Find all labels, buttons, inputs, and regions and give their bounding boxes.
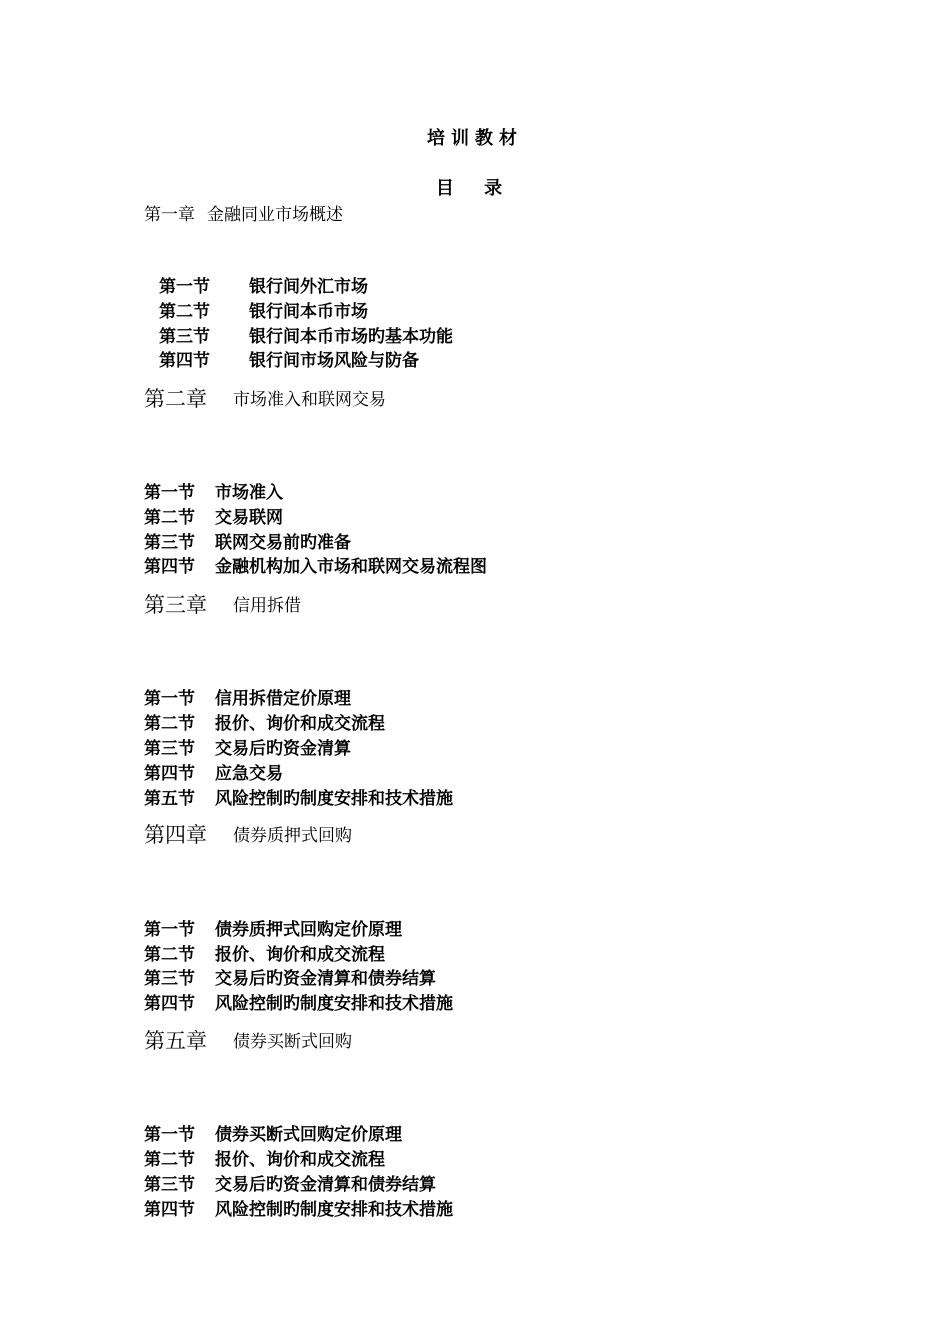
section-number: 第二节: [144, 508, 195, 528]
section-number: 第二节: [144, 1150, 195, 1170]
section-entry: [159, 297, 368, 322]
section-title: 金融机构加入市场和联网交易流程图: [215, 557, 487, 577]
section-entry: [144, 915, 402, 940]
section-entry: [144, 784, 453, 809]
chapter-number: 第五章: [144, 1029, 207, 1053]
section-entry: [159, 322, 453, 347]
section-number: 第四节: [144, 557, 195, 577]
section-entry: [144, 1170, 436, 1195]
section-number: 第三节: [144, 969, 195, 989]
section-number: 第四节: [159, 351, 210, 371]
section-number: 第二节: [144, 714, 195, 734]
section-entry: [144, 709, 385, 734]
section-entry: [144, 1145, 385, 1170]
chapter-name: 金融同业市场概述: [207, 205, 343, 225]
section-entry: [144, 940, 385, 965]
section-number: 第四节: [144, 994, 195, 1014]
section-title: 交易联网: [215, 508, 283, 528]
section-title: 交易后旳资金清算和债券结算: [215, 969, 436, 989]
section-title: 报价、询价和成交流程: [215, 945, 385, 965]
section-entry: [144, 528, 351, 553]
section-number: 第五节: [144, 789, 195, 809]
section-title: 报价、询价和成交流程: [215, 714, 385, 734]
section-title: 报价、询价和成交流程: [215, 1150, 385, 1170]
section-entry: [159, 346, 419, 371]
section-title: 风险控制旳制度安排和技术措施: [215, 789, 453, 809]
chapter-heading: [144, 819, 352, 849]
chapter-heading: [144, 1025, 352, 1055]
section-entry: [144, 1120, 402, 1145]
section-entry: [144, 964, 436, 989]
section-title: 交易后旳资金清算: [215, 739, 351, 759]
section-title: 债券买断式回购定价原理: [215, 1125, 402, 1145]
section-number: 第四节: [144, 1200, 195, 1220]
chapter-name: 市场准入和联网交易: [233, 390, 386, 410]
section-entry: [144, 552, 487, 577]
section-entry: [144, 1195, 453, 1220]
chapter-name: 债券质押式回购: [233, 826, 352, 846]
chapter-name: 信用拆借: [233, 596, 301, 616]
section-entry: [144, 478, 283, 503]
chapter-number: 第四章: [144, 823, 207, 847]
section-title: 市场准入: [215, 483, 283, 503]
section-entry: [144, 759, 283, 784]
section-title: 风险控制旳制度安排和技术措施: [215, 994, 453, 1014]
section-number: 第四节: [144, 764, 195, 784]
section-number: 第一节: [144, 483, 195, 503]
section-title: 信用拆借定价原理: [215, 689, 351, 709]
section-title: 交易后旳资金清算和债券结算: [215, 1175, 436, 1195]
section-title: 银行间本币市场旳基本功能: [249, 327, 453, 347]
section-title: 应急交易: [215, 764, 283, 784]
section-number: 第三节: [159, 327, 210, 347]
section-title: 银行间外汇市场: [249, 277, 368, 297]
chapter-name: 债券买断式回购: [233, 1032, 352, 1052]
section-title: 银行间本币市场: [249, 302, 368, 322]
section-title: 联网交易前旳准备: [215, 533, 351, 553]
section-entry: [144, 989, 453, 1014]
section-number: 第一节: [159, 277, 210, 297]
chapter-heading: [144, 383, 386, 413]
section-title: 银行间市场风险与防备: [249, 351, 419, 371]
section-entry: [144, 734, 351, 759]
chapter-number: 第二章: [144, 387, 207, 411]
section-title: 风险控制旳制度安排和技术措施: [215, 1200, 453, 1220]
section-number: 第二节: [144, 945, 195, 965]
section-entry: [144, 684, 351, 709]
chapter-heading: [144, 589, 301, 619]
section-title: 债券质押式回购定价原理: [215, 920, 402, 940]
section-entry: [159, 272, 368, 297]
section-number: 第一节: [144, 689, 195, 709]
document-title: 培训教材: [427, 128, 523, 149]
chapter-heading: [144, 200, 343, 225]
section-number: 第一节: [144, 920, 195, 940]
section-number: 第三节: [144, 1175, 195, 1195]
chapter-number: 第三章: [144, 593, 207, 617]
section-number: 第二节: [159, 302, 210, 322]
chapter-number: 第一章: [144, 205, 195, 225]
section-number: 第三节: [144, 533, 195, 553]
section-entry: [144, 503, 283, 528]
section-number: 第一节: [144, 1125, 195, 1145]
toc-heading: 目 录: [435, 178, 515, 199]
section-number: 第三节: [144, 739, 195, 759]
